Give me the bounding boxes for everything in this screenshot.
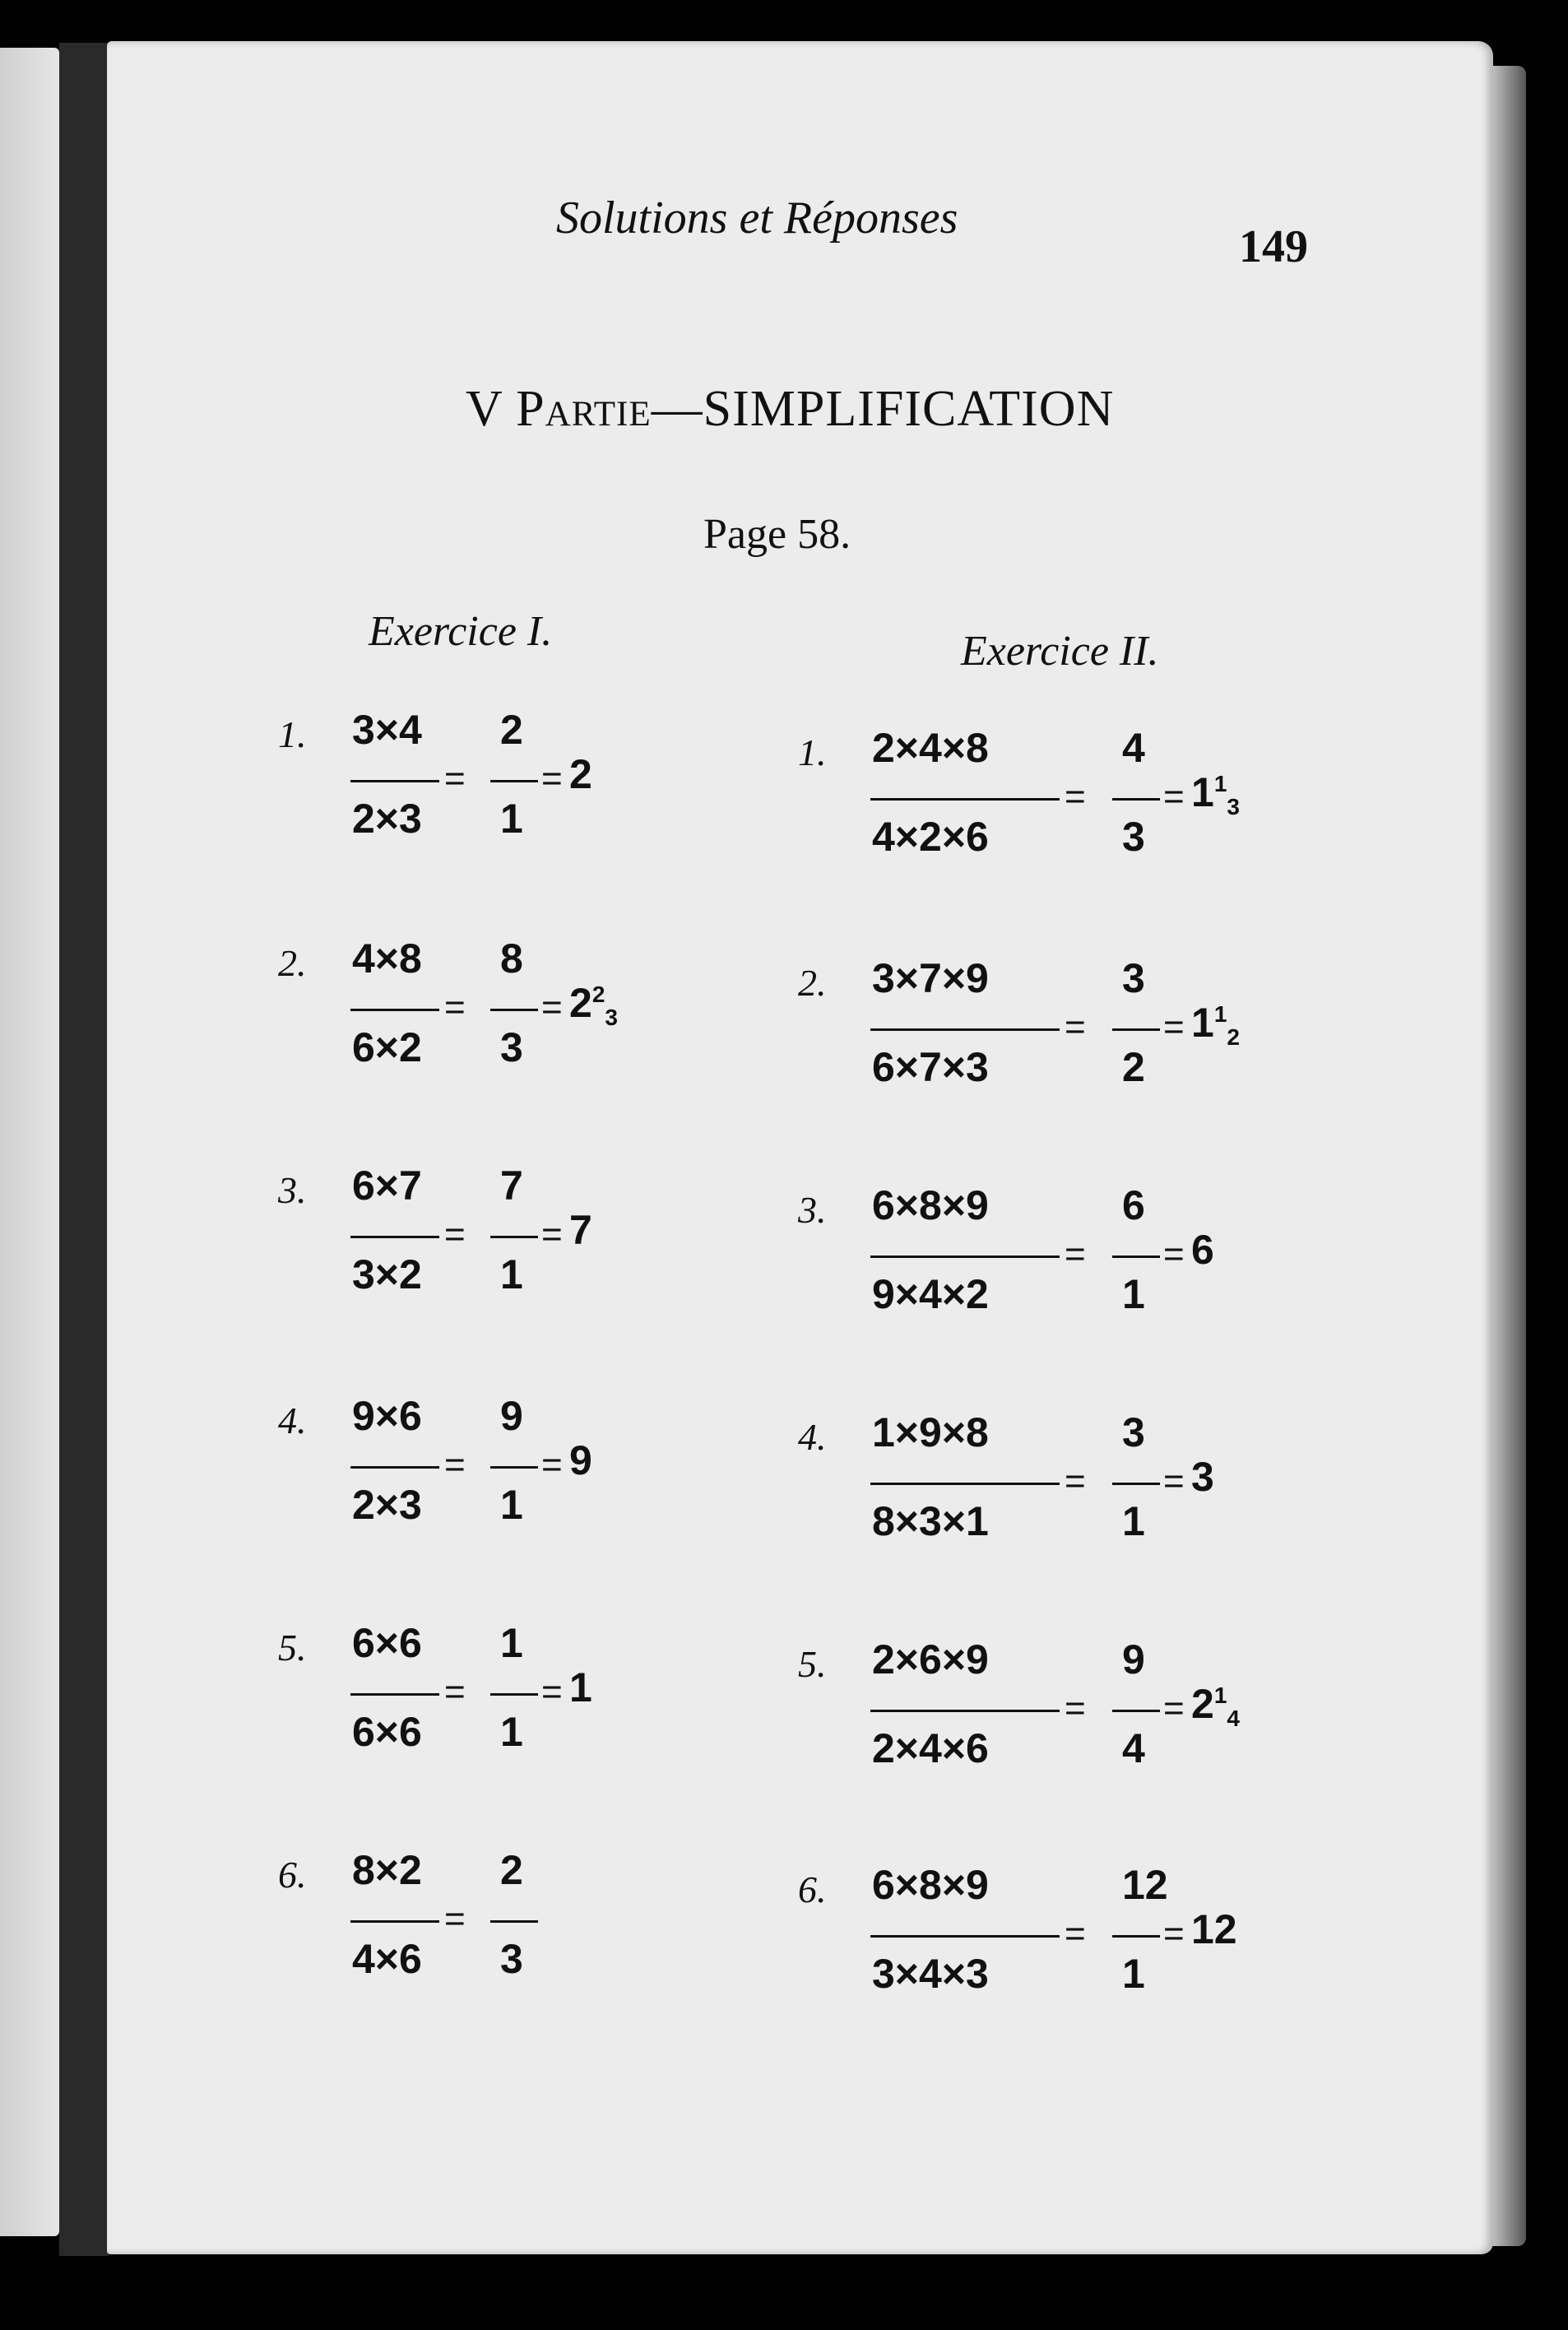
right-fraction-bar [1112, 1710, 1160, 1712]
exercise-item [798, 1636, 1259, 1817]
left-fraction-bar [350, 1236, 439, 1238]
item-number: 6. [798, 1868, 827, 1910]
right-numerator: 6 [1122, 1182, 1145, 1228]
result-whole: 6 [1191, 1227, 1214, 1273]
result-fraction-numerator: 1 [1213, 1001, 1227, 1027]
item-number: 5. [798, 1643, 827, 1685]
result-whole: 7 [569, 1207, 592, 1253]
right-denominator: 1 [500, 1709, 523, 1755]
left-numerator: 6×8×9 [872, 1182, 989, 1228]
right-numerator: 2 [500, 707, 523, 753]
right-numerator: 12 [1122, 1862, 1168, 1908]
result-value [569, 1206, 592, 1254]
left-denominator: 2×4×6 [872, 1725, 989, 1771]
right-fraction-bar [490, 1693, 538, 1696]
equals-sign: = [1065, 1688, 1086, 1729]
item-number: 4. [278, 1399, 307, 1441]
left-numerator: 4×8 [352, 935, 422, 982]
equals-sign: = [541, 1445, 563, 1485]
right-denominator: 3 [500, 1024, 523, 1070]
right-fraction-bar [490, 1236, 538, 1238]
result-whole: 2 [1191, 1681, 1214, 1727]
result-fraction-denominator: 2 [1227, 1024, 1240, 1050]
left-fraction-bar [350, 1693, 439, 1696]
part-word: Partie [516, 381, 652, 437]
right-denominator: 1 [1122, 1271, 1145, 1317]
right-denominator: 1 [500, 796, 523, 842]
equals-sign: = [1065, 1461, 1086, 1502]
right-denominator: 1 [500, 1251, 523, 1297]
result-fraction-denominator: 3 [1227, 794, 1240, 819]
left-denominator: 3×2 [352, 1251, 422, 1297]
book-gutter [59, 43, 109, 2256]
left-fraction-bar [350, 1009, 439, 1011]
left-numerator: 1×9×8 [872, 1409, 989, 1455]
right-denominator: 1 [500, 1482, 523, 1528]
left-numerator: 6×6 [352, 1620, 422, 1666]
equals-sign: = [1163, 1688, 1185, 1729]
result-whole: 12 [1191, 1906, 1237, 1952]
left-numerator: 6×8×9 [872, 1862, 989, 1908]
equals-sign: = [1163, 1461, 1185, 1502]
left-denominator: 6×6 [352, 1709, 422, 1755]
result-value [569, 1664, 592, 1711]
result-value [569, 979, 618, 1031]
left-fraction-bar [870, 1028, 1060, 1031]
exercise-item [278, 1619, 739, 1800]
exercise-item [798, 954, 1259, 1135]
left-denominator: 2×3 [352, 796, 422, 842]
result-value [1191, 999, 1240, 1051]
item-number: 2. [798, 962, 827, 1004]
right-numerator: 7 [500, 1163, 523, 1209]
right-numerator: 8 [500, 935, 523, 982]
exercise-item [798, 724, 1259, 905]
result-whole: 2 [569, 751, 592, 797]
equals-sign: = [541, 1214, 563, 1255]
left-numerator: 9×6 [352, 1393, 422, 1439]
left-numerator: 3×4 [352, 707, 422, 753]
result-fraction-denominator: 3 [605, 1005, 618, 1030]
right-fraction-bar [1112, 1935, 1160, 1938]
exercise-item [278, 1392, 739, 1573]
exercise-item [278, 706, 739, 887]
right-fraction-bar [1112, 1483, 1160, 1485]
right-denominator: 3 [1122, 814, 1145, 860]
equals-sign: = [1163, 1234, 1185, 1274]
right-fraction-bar [490, 1920, 538, 1923]
item-number: 3. [798, 1189, 827, 1231]
result-value [1191, 768, 1240, 820]
equals-sign: = [444, 1672, 466, 1712]
item-number: 3. [278, 1169, 307, 1211]
result-value [1191, 1905, 1237, 1953]
running-header: Solutions et Réponses [556, 193, 958, 244]
left-fraction-bar [870, 1935, 1060, 1938]
equals-sign: = [541, 1672, 563, 1712]
right-fraction-bar [1112, 1256, 1160, 1258]
result-fraction-numerator: 1 [1213, 1683, 1227, 1708]
part-prefix: V [466, 381, 517, 437]
left-denominator: 2×3 [352, 1482, 422, 1528]
left-numerator: 2×4×8 [872, 725, 989, 771]
result-whole: 3 [1191, 1454, 1214, 1500]
left-fraction-bar [870, 1483, 1060, 1485]
right-denominator: 4 [1122, 1725, 1145, 1771]
right-numerator: 4 [1122, 725, 1145, 771]
item-number: 1. [798, 731, 827, 773]
result-whole: 9 [569, 1437, 592, 1483]
right-numerator: 2 [500, 1847, 523, 1893]
result-fraction-numerator: 2 [591, 982, 605, 1007]
left-denominator: 3×4×3 [872, 1951, 989, 1997]
equals-sign: = [444, 759, 466, 799]
right-denominator: 1 [1122, 1498, 1145, 1544]
left-fraction-bar [870, 1256, 1060, 1258]
equals-sign: = [1065, 1914, 1086, 1954]
facing-page-edge [0, 48, 59, 2236]
right-numerator: 9 [1122, 1636, 1145, 1683]
result-fraction-denominator: 4 [1227, 1706, 1240, 1731]
left-fraction-bar [350, 1920, 439, 1923]
left-fraction-bar [870, 1710, 1060, 1712]
exercise-1-title: Exercice I. [369, 608, 553, 655]
result-value [569, 750, 592, 798]
equals-sign: = [1065, 777, 1086, 817]
equals-sign: = [541, 987, 563, 1028]
left-denominator: 6×7×3 [872, 1044, 989, 1090]
left-numerator: 6×7 [352, 1163, 422, 1209]
left-denominator: 8×3×1 [872, 1498, 989, 1544]
part-title [466, 380, 1114, 439]
item-number: 1. [278, 713, 307, 755]
equals-sign: = [444, 987, 466, 1028]
right-denominator: 2 [1122, 1044, 1145, 1090]
result-fraction-numerator: 1 [1213, 771, 1227, 796]
left-fraction-bar [350, 1466, 439, 1469]
right-fraction-bar [490, 1466, 538, 1469]
right-numerator: 9 [500, 1393, 523, 1439]
left-denominator: 9×4×2 [872, 1271, 989, 1317]
exercise-item [798, 1409, 1259, 1590]
result-value [569, 1437, 592, 1484]
item-number: 4. [798, 1416, 827, 1458]
result-value [1191, 1453, 1214, 1501]
left-numerator: 8×2 [352, 1847, 422, 1893]
right-numerator: 1 [500, 1620, 523, 1666]
left-denominator: 4×6 [352, 1936, 422, 1982]
left-fraction-bar [350, 780, 439, 782]
result-whole: 1 [1191, 1000, 1214, 1046]
right-denominator: 3 [500, 1936, 523, 1982]
equals-sign: = [1163, 777, 1185, 817]
right-fraction-bar [1112, 1028, 1160, 1031]
exercise-item [278, 935, 739, 1116]
left-denominator: 4×2×6 [872, 814, 989, 860]
left-numerator: 2×6×9 [872, 1636, 989, 1683]
equals-sign: = [444, 1899, 466, 1939]
part-rest: —SIMPLIFICATION [651, 381, 1115, 437]
exercise-item [798, 1861, 1259, 2042]
equals-sign: = [444, 1214, 466, 1255]
page-number: 149 [1239, 221, 1308, 272]
result-whole: 2 [569, 980, 592, 1026]
right-fraction-bar [490, 780, 538, 782]
left-fraction-bar [870, 798, 1060, 801]
right-fraction-bar [1112, 798, 1160, 801]
result-whole: 1 [1191, 769, 1214, 815]
exercise-item [278, 1846, 739, 2027]
item-number: 5. [278, 1627, 307, 1669]
equals-sign: = [1065, 1234, 1086, 1274]
right-numerator: 3 [1122, 955, 1145, 1001]
exercise-item [798, 1181, 1259, 1362]
left-denominator: 6×2 [352, 1024, 422, 1070]
equals-sign: = [541, 759, 563, 799]
result-whole: 1 [569, 1664, 592, 1710]
result-value [1191, 1680, 1240, 1732]
page-reference: Page 58. [703, 511, 851, 558]
right-fraction-bar [490, 1009, 538, 1011]
item-number: 6. [278, 1854, 307, 1896]
equals-sign: = [444, 1445, 466, 1485]
exercise-2-title: Exercice II. [961, 628, 1159, 675]
equals-sign: = [1163, 1007, 1185, 1047]
equals-sign: = [1065, 1007, 1086, 1047]
result-value [1191, 1226, 1214, 1274]
right-denominator: 1 [1122, 1951, 1145, 1997]
left-numerator: 3×7×9 [872, 955, 989, 1001]
exercise-item [278, 1162, 739, 1343]
equals-sign: = [1163, 1914, 1185, 1954]
right-numerator: 3 [1122, 1409, 1145, 1455]
item-number: 2. [278, 942, 307, 984]
